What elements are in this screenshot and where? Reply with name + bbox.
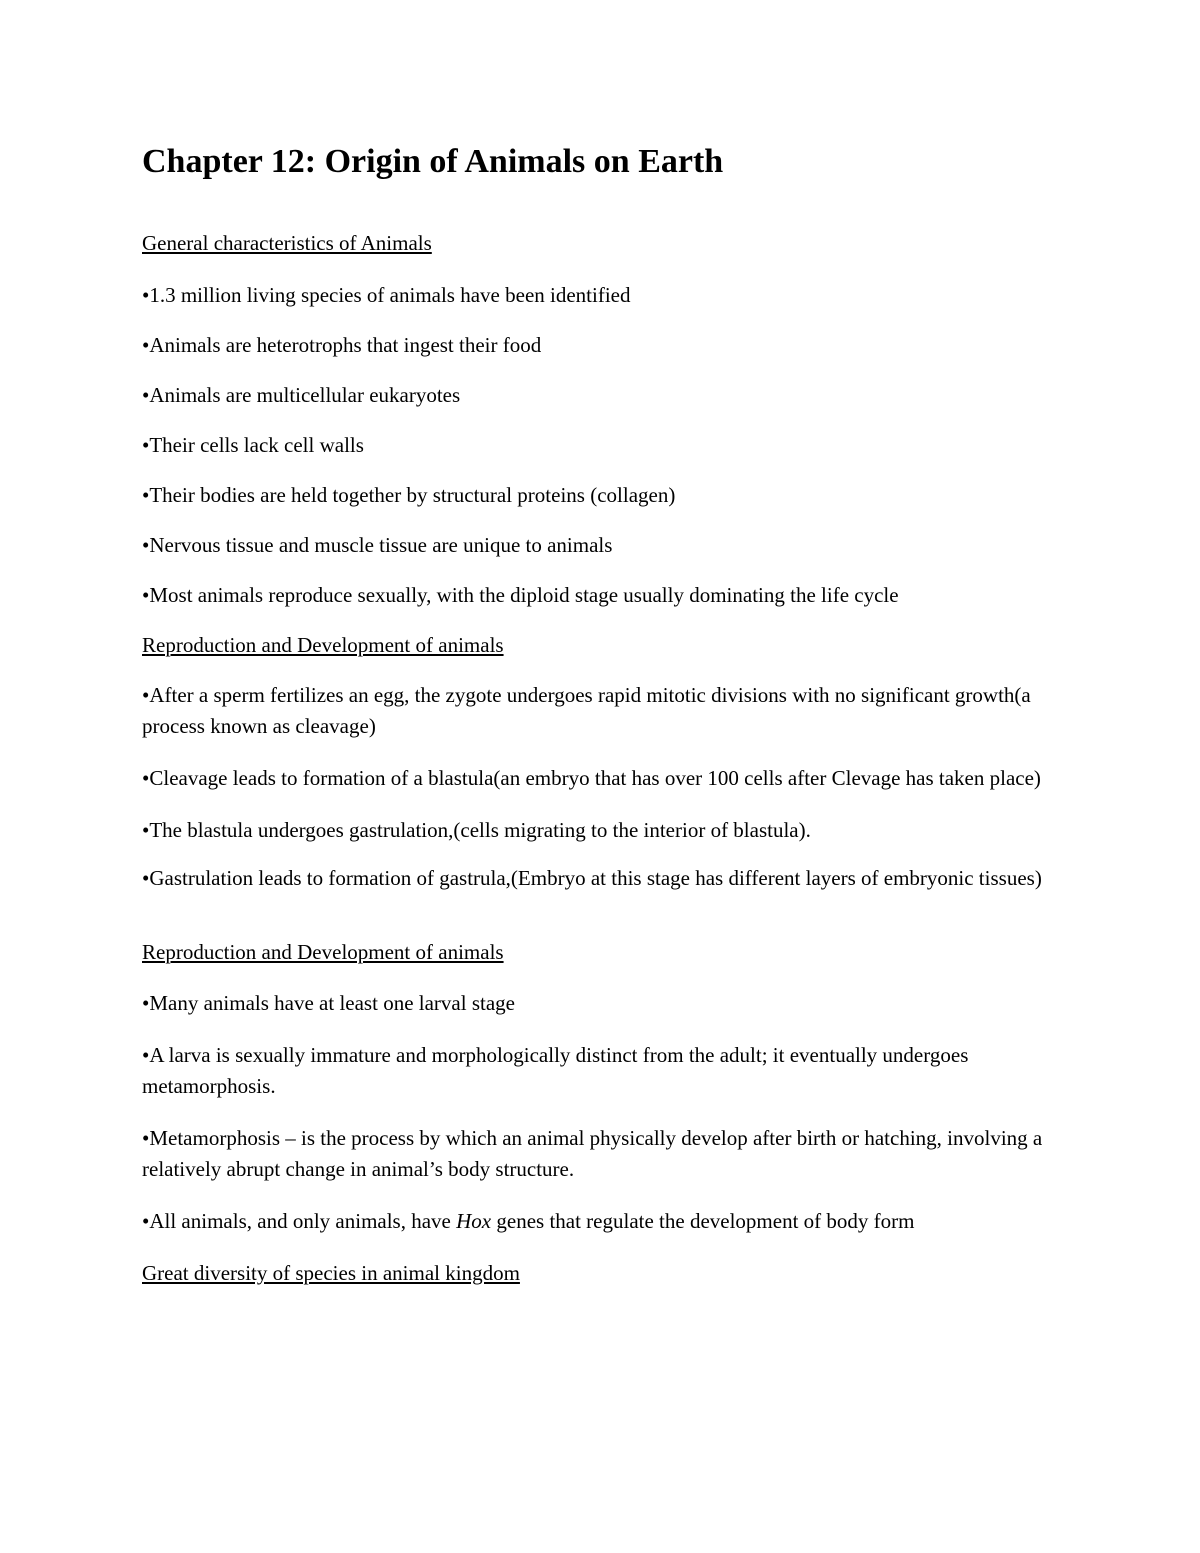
list-item: •Many animals have at least one larval stage [142, 991, 515, 1015]
list-item: •Their bodies are held together by structural proteins (collagen) [142, 483, 676, 507]
list-item: •Animals are multicellular eukaryotes [142, 383, 461, 407]
page-title: Chapter 12: Origin of Animals on Earth [142, 143, 724, 180]
list-item: •Animals are heterotrophs that ingest their food [142, 333, 542, 357]
list-item-hox [142, 1206, 1062, 1237]
list-item: •A larva is sexually immature and morphologically distinct from the adult; it eventually undergoes metamorphosis. [142, 1043, 969, 1098]
list-item: •Their cells lack cell walls [142, 433, 364, 457]
section-heading-general-characteristics: General characteristics of Animals [142, 231, 432, 255]
list-item: •Cleavage leads to formation of a blastula(an embryo that has over 100 cells after Clevage has taken place) [142, 766, 1041, 790]
section-heading-great-diversity: Great diversity of species in animal kingdom [142, 1261, 520, 1285]
section-heading-reproduction-development-2: Reproduction and Development of animals [142, 940, 504, 964]
list-item: •1.3 million living species of animals have been identified [142, 283, 631, 307]
list-item: •Metamorphosis – is the process by which an animal physically develop after birth or hatching, involving a relatively abrupt change in animal’s body structure. [142, 1126, 1043, 1181]
document-body [142, 140, 1062, 1288]
section-heading-reproduction-development: Reproduction and Development of animals [142, 633, 504, 657]
hox-item-italic: Hox [456, 1209, 492, 1233]
hox-item-before: •All animals, and only animals, have [142, 1209, 457, 1233]
list-item: •Most animals reproduce sexually, with the diploid stage usually dominating the life cycle [142, 583, 899, 607]
list-item: •Nervous tissue and muscle tissue are unique to animals [142, 533, 613, 557]
hox-item-after: genes that regulate the development of body form [491, 1209, 915, 1233]
list-item: •After a sperm fertilizes an egg, the zygote undergoes rapid mitotic divisions with no significant growth(a process known as cleavage) [142, 683, 1031, 738]
list-item: •The blastula undergoes gastrulation,(cells migrating to the interior of blastula). [142, 818, 811, 842]
list-item: •Gastrulation leads to formation of gastrula,(Embryo at this stage has different layers of embryonic tissues) [142, 866, 1042, 890]
